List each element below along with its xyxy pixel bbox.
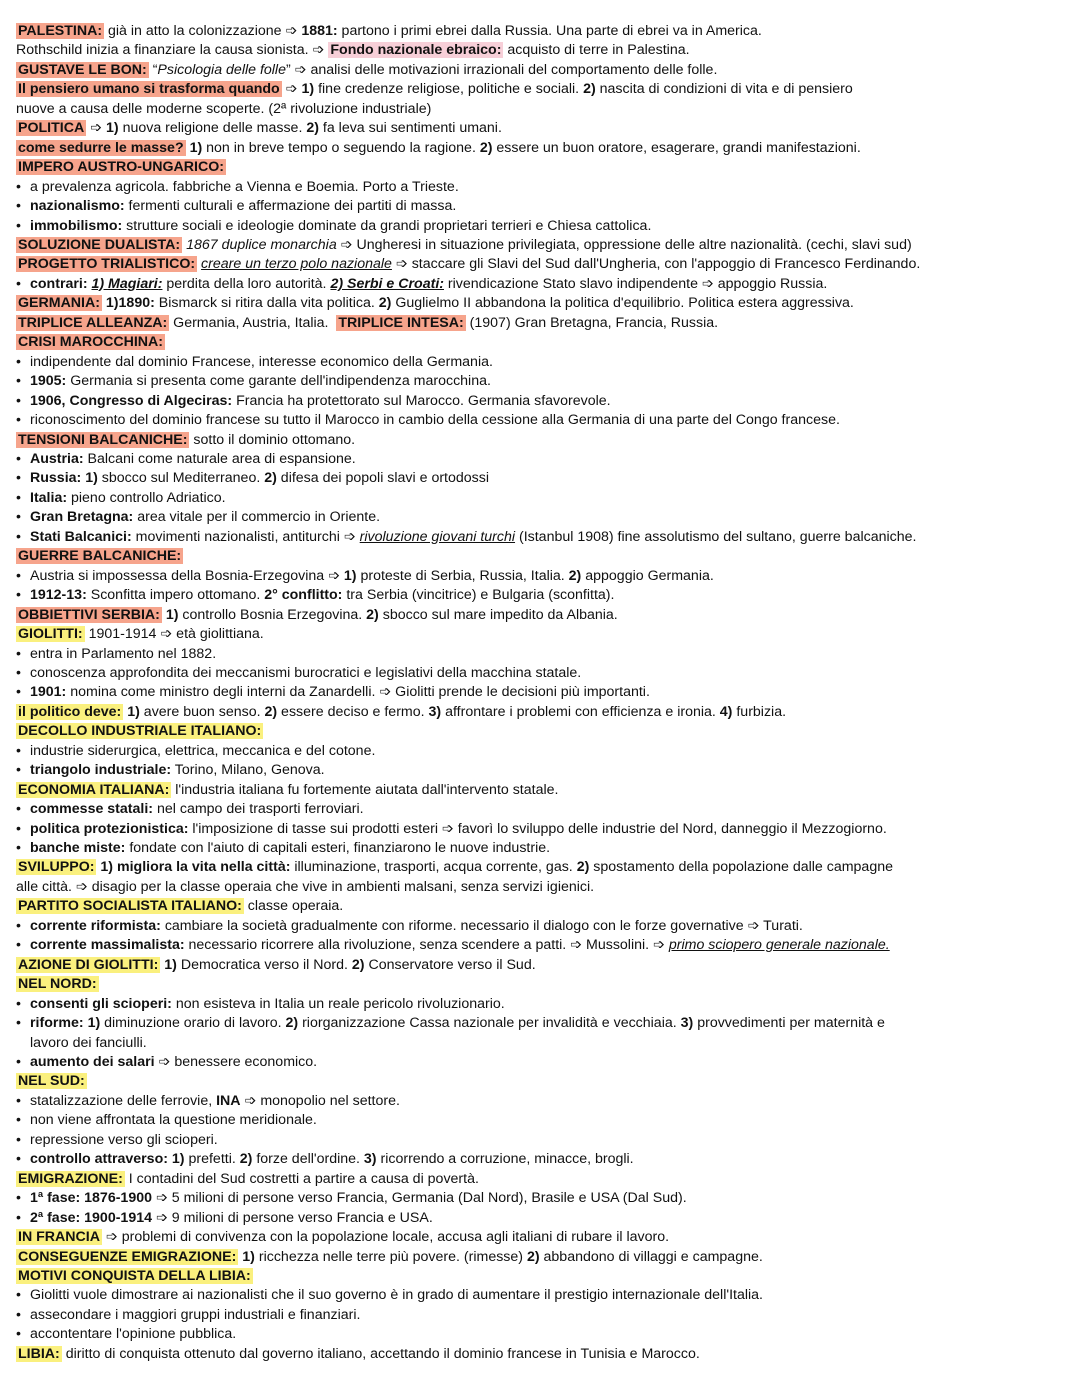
bold-term: 2) [351, 956, 365, 973]
line-text: l'industria italiana fu fortemente aiutata dall'intervento statale. [171, 781, 559, 798]
line-text: Conservatore verso il Sud. [364, 956, 536, 973]
line-text: forze dell'ordine. [252, 1151, 364, 1168]
bold-term: 2) [239, 1151, 253, 1168]
line-text: ricchezza nelle terre più povere. (rimesse) [254, 1248, 527, 1265]
line-text: ➩ benessere economico. [154, 1054, 318, 1071]
section-heading: GUSTAVE LE BON: [18, 61, 147, 78]
section-heading: PALESTINA: [18, 23, 103, 39]
bullet-icon: • [16, 820, 21, 837]
line-text: nuove a causa delle moderne scoperte. (2ª rivoluzione industriale) [16, 100, 432, 117]
section-heading: Il pensiero umano si trasforma quando [18, 81, 280, 98]
bold-term: 1) [189, 139, 203, 156]
line-text: Germania, Austria, Italia. [169, 314, 337, 331]
note-line [16, 820, 1062, 839]
bullet-icon: • [16, 373, 21, 390]
section-heading: DECOLLO INDUSTRIALE ITALIANO: [18, 723, 262, 740]
line-text: I contadini del Sud costretti a partire a causa di povertà. [124, 1170, 479, 1187]
bullet-icon: • [16, 528, 21, 545]
note-line [16, 178, 1062, 197]
note-line [16, 1189, 1062, 1208]
line-text: essere deciso e fermo. [277, 703, 429, 720]
bullet-icon: • [16, 1054, 21, 1071]
line-text: Torino, Milano, Genova. [171, 762, 325, 779]
note-line [16, 450, 1062, 469]
note-line [16, 995, 1062, 1014]
note-line [16, 80, 1062, 99]
bullet-icon: • [16, 1112, 21, 1129]
bold-term: 1) [165, 606, 179, 623]
line-text: prefetti. [184, 1151, 240, 1168]
note-line [16, 353, 1062, 372]
section-heading: PARTITO SOCIALISTA ITALIANO: [18, 898, 242, 915]
note-line [16, 1248, 1062, 1267]
note-line [16, 1150, 1062, 1169]
note-line [16, 469, 1062, 488]
note-line [16, 703, 1062, 722]
section-heading: CONSEGUENZE EMIGRAZIONE: [18, 1248, 237, 1265]
section-heading: GUERRE BALCANICHE: [18, 548, 182, 565]
bold-term: INA [216, 1092, 241, 1109]
bullet-icon: • [16, 1306, 21, 1323]
bold-term: Russia: [30, 470, 82, 487]
line-text: controllo Bosnia Erzegovina. [178, 606, 367, 623]
bold-term: 2) [378, 295, 392, 312]
bullet-icon: • [16, 275, 21, 292]
note-line [16, 1092, 1062, 1111]
line-text: illuminazione, trasporti, acqua corrente, gas. [290, 859, 577, 876]
note-line [16, 1209, 1062, 1228]
line-text: Balcani come naturale area di espansione. [83, 450, 356, 467]
bold-term: 1) migliora la vita nella città: [100, 859, 291, 876]
section-heading: TRIPLICE INTESA: [338, 314, 464, 331]
note-line [16, 975, 1062, 994]
bold-term: 1ª fase: 1876-1900 [30, 1190, 152, 1207]
line-text: riconoscimento del dominio francese su tutto il Marocco in cambio della cessione alla Germania di una parte del Congo francese. [30, 412, 840, 429]
note-line [16, 314, 1062, 333]
bold-term: 1) [164, 956, 177, 973]
bold-term: Stati Balcanici: [30, 528, 132, 545]
bold-term: 2) [479, 139, 493, 156]
note-line [16, 236, 1062, 255]
bold-term: 1901: [30, 684, 67, 701]
line-text: sbocco sul Mediterraneo. [97, 470, 265, 487]
note-line [16, 606, 1062, 625]
line-text: Bismarck si ritira dalla vita politica. [154, 295, 379, 312]
bullet-icon: • [16, 1092, 21, 1109]
section-heading: LIBIA: [18, 1345, 60, 1362]
bullet-icon: • [16, 489, 21, 506]
section-heading: GIOLITTI: [18, 626, 83, 643]
line-text: ➩ staccare gli Slavi del Sud dall'Ungheria, con l'appoggio di Francesco Ferdinando. [391, 256, 921, 273]
note-line [16, 100, 1062, 119]
section-heading: NEL SUD: [18, 1073, 85, 1090]
section-heading: ECONOMIA ITALIANA: [18, 781, 170, 798]
note-line [16, 508, 1062, 527]
line-text: furbizia. [732, 703, 787, 720]
bullet-icon: • [16, 450, 21, 467]
bold-term: aumento dei salari [30, 1054, 155, 1071]
bold-term: 1) [171, 1151, 185, 1168]
line-text: “ [148, 61, 158, 78]
line-text: primo sciopero generale nazionale. [668, 937, 890, 954]
note-line [16, 781, 1062, 800]
note-line [16, 722, 1062, 741]
line-text: non esisteva in Italia un reale pericolo rivoluzionario. [171, 995, 505, 1012]
line-text: ricorrendo a corruzione, minacce, brogli. [376, 1151, 634, 1168]
bold-term: commesse statali: [30, 801, 154, 818]
note-line [16, 800, 1062, 819]
bold-term: 1) Magiari: [91, 275, 163, 292]
note-line [16, 1072, 1062, 1091]
bold-term: Gran Bretagna: [30, 509, 134, 526]
note-line [16, 333, 1062, 352]
line-text: sotto il dominio ottomano. [189, 431, 356, 448]
line-text: movimenti nazionalisti, antiturchi ➩ [131, 528, 360, 545]
bold-term: 2) [583, 81, 596, 98]
note-line [16, 1345, 1062, 1364]
bold-term: politica protezionistica: [30, 820, 189, 837]
note-line [16, 839, 1062, 858]
line-text: area vitale per il commercio in Oriente. [133, 509, 381, 526]
section-heading: TENSIONI BALCANICHE: [18, 431, 188, 448]
bold-term: Italia: [30, 489, 68, 506]
bold-term: 2) [285, 1015, 299, 1032]
bold-term: 1) [85, 470, 98, 487]
section-heading: SOLUZIONE DUALISTA: [18, 236, 181, 253]
line-text: strutture sociali e ideologie dominate da grandi proprietari terrieri e Chiesa cattolica. [122, 217, 652, 234]
note-line [16, 625, 1062, 644]
bullet-icon: • [16, 470, 21, 487]
line-text: pieno controllo Adriatico. [67, 489, 226, 506]
note-line [16, 664, 1062, 683]
line-text: indipendente dal dominio Francese, interesse economico della Germania. [30, 353, 493, 370]
note-line [16, 761, 1062, 780]
note-line [16, 197, 1062, 216]
note-line [16, 1286, 1062, 1305]
line-text: (1907) Gran Bretagna, Francia, Russia. [465, 314, 719, 331]
note-line [16, 1306, 1062, 1325]
line-text: Democratica verso il Nord. [176, 956, 352, 973]
bullet-icon: • [16, 995, 21, 1012]
note-line [16, 1131, 1062, 1150]
line-text: abbandono di villaggi e campagne. [539, 1248, 763, 1265]
line-text: industrie siderurgica, elettrica, meccanica e del cotone. [30, 742, 376, 759]
line-text: sbocco sul mare impedito da Albania. [378, 606, 618, 623]
note-line [16, 61, 1062, 80]
note-line [16, 119, 1062, 138]
note-line [16, 878, 1062, 897]
bullet-icon: • [16, 917, 21, 934]
line-text: avere buon senso. [139, 703, 265, 720]
line-text: fondate con l'aiuto di capitali esteri, finanziarono le nuove industrie. [125, 840, 551, 857]
line-text: nascita di condizioni di vita e di pensiero [595, 81, 853, 98]
note-line [16, 217, 1062, 236]
bold-term: 2ª fase: 1900-1914 [30, 1209, 152, 1226]
bullet-icon: • [16, 1326, 21, 1343]
line-text: 1901-1914 ➩ età giolittiana. [84, 626, 264, 643]
bold-term: 2° conflitto: [264, 587, 343, 604]
bullet-icon: • [16, 840, 21, 857]
note-line [16, 1053, 1062, 1072]
section-heading: IMPERO AUSTRO-UNGARICO: [18, 159, 224, 176]
bold-term: 1) [301, 81, 315, 98]
bold-term: 1) [343, 567, 357, 584]
note-line [16, 528, 1062, 547]
note-line [16, 489, 1062, 508]
bold-term: 2) [306, 120, 319, 137]
bullet-icon: • [16, 587, 21, 604]
bold-term: consenti gli scioperi: [30, 995, 172, 1012]
bold-term: 2) [568, 567, 582, 584]
note-line [16, 742, 1062, 761]
line-text: Francia ha protettorato sul Marocco. Germania sfavorevole. [232, 392, 611, 409]
line-text: ➩ Ungheresi in situazione privilegiata, oppressione delle altre nazionalità. (cechi, slavi sud) [336, 236, 912, 253]
line-text: diminuzione orario di lavoro. [100, 1015, 286, 1032]
bullet-icon: • [16, 198, 21, 215]
bold-term: contrari: [30, 275, 88, 292]
section-heading: NEL NORD: [18, 976, 97, 993]
line-text: Psicologia delle folle [157, 61, 286, 78]
bold-term: 3) [428, 703, 442, 720]
line-text: Sconfitta impero ottomano. [86, 587, 265, 604]
note-line [16, 41, 1062, 60]
line-text: nuova religione delle masse. [118, 120, 307, 137]
bullet-icon: • [16, 645, 21, 662]
bullet-icon: • [16, 762, 21, 779]
note-line [16, 683, 1062, 702]
bold-term: 1906, Congresso di Algeciras: [30, 392, 233, 409]
note-line [16, 294, 1062, 313]
line-text: difesa dei popoli slavi e ortodossi [276, 470, 490, 487]
section-heading: GERMANIA: [18, 295, 100, 312]
bold-term: controllo attraverso: [30, 1151, 168, 1168]
line-text: nel campo dei trasporti ferroviari. [153, 801, 364, 818]
bold-term: 2) [264, 470, 277, 487]
line-text: fermenti culturali e affermazione dei partiti di massa. [124, 198, 457, 215]
section-heading: Fondo nazionale ebraico: [330, 42, 502, 59]
line-text: accontentare l'opinione pubblica. [30, 1326, 237, 1343]
section-heading: MOTIVI CONQUISTA DELLA LIBIA: [18, 1268, 251, 1284]
section-heading: CRISI MAROCCHINA: [18, 334, 164, 351]
note-line [16, 586, 1062, 605]
line-text: diritto di conquista ottenuto dal governo italiano, accettando il dominio francese in Tunisia e Marocco. [61, 1345, 700, 1362]
line-text: non in breve tempo o seguendo la ragione. [202, 139, 480, 156]
note-line [16, 139, 1062, 158]
line-text: entra in Parlamento nel 1882. [30, 645, 217, 662]
bold-term: 1)1890: [105, 295, 155, 312]
line-text: spostamento della popolazione dalle campagne [589, 859, 893, 876]
line-text: necessario ricorrere alla rivoluzione, senza scendere a patti. ➩ Mussolini. ➩ [184, 937, 669, 954]
line-text: Giolitti vuole dimostrare ai nazionalisti che il suo governo è in grado di aumentare il prestigio internazionale dell'Italia. [30, 1287, 763, 1304]
line-text: ➩ 9 milioni di persone verso Francia e USA. [152, 1209, 433, 1226]
note-line [16, 158, 1062, 177]
bullet-icon: • [16, 392, 21, 409]
note-line [16, 22, 1062, 41]
line-text: affrontare i problemi con efficienza e ironia. [441, 703, 720, 720]
bold-term: corrente massimalista: [30, 937, 185, 954]
bullet-icon: • [16, 1131, 21, 1148]
note-line [16, 1170, 1062, 1189]
bold-term: 2) [366, 606, 379, 623]
bullet-icon: • [16, 937, 21, 954]
note-line [16, 392, 1062, 411]
bullet-icon: • [16, 1190, 21, 1207]
note-line [16, 1014, 1062, 1033]
line-text: (Istanbul 1908) fine assolutismo del sultano, guerre balcaniche. [515, 528, 917, 545]
bullet-icon: • [16, 178, 21, 195]
line-text: repressione verso gli scioperi. [30, 1131, 218, 1148]
section-heading: IN FRANCIA [18, 1229, 100, 1246]
line-text: Guglielmo II abbandona la politica d'equilibrio. Politica estera aggressiva. [391, 295, 854, 312]
bold-term: triangolo industriale: [30, 762, 172, 779]
bullet-icon: • [16, 1151, 21, 1168]
line-text: rivendicazione Stato slavo indipendente ➩ appoggio Russia. [443, 275, 828, 292]
line-text: proteste di Serbia, Russia, Italia. [356, 567, 569, 584]
bold-term: 4) [719, 703, 733, 720]
line-text: acquisto di terre in Palestina. [503, 42, 690, 59]
note-line [16, 411, 1062, 430]
note-line [16, 858, 1062, 877]
line-text: riorganizzazione Cassa nazionale per invalidità e vecchiaia. [298, 1015, 681, 1032]
bullet-icon: • [16, 801, 21, 818]
note-line [16, 275, 1062, 294]
line-text: creare un terzo polo nazionale [201, 256, 392, 273]
line-text: Germania si presenta come garante dell'indipendenza marocchina. [66, 373, 491, 390]
bold-term: 2) [526, 1248, 540, 1265]
bullet-icon: • [16, 684, 21, 701]
note-line [16, 956, 1062, 975]
line-text: ➩ [86, 120, 106, 137]
bullet-icon: • [16, 664, 21, 681]
bold-term: immobilismo: [30, 217, 123, 234]
bold-term: 1881: [301, 23, 338, 39]
bold-term: 1) [127, 703, 140, 720]
bullet-icon: • [16, 1209, 21, 1226]
bold-term: 3) [363, 1151, 377, 1168]
note-line [16, 917, 1062, 936]
section-heading: EMIGRAZIONE: [18, 1170, 123, 1187]
line-text: essere un buon oratore, esagerare, grandi manifestazioni. [492, 139, 861, 156]
line-text: ➩ monopolio nel settore. [240, 1092, 400, 1109]
note-line [16, 1267, 1062, 1286]
section-heading: SVILUPPO: [18, 859, 95, 876]
line-text: conoscenza approfondita dei meccanismi burocratici e legislativi della macchina statale. [30, 664, 582, 681]
line-text: a prevalenza agricola. fabbriche a Vienna e Boemia. Porto a Trieste. [30, 178, 459, 195]
bullet-icon: • [16, 509, 21, 526]
bold-term: 1) [242, 1248, 255, 1265]
bullet-icon: • [16, 567, 21, 584]
note-line [16, 1111, 1062, 1130]
note-line [16, 255, 1062, 274]
line-text: non viene affrontata la questione meridionale. [30, 1112, 317, 1129]
section-heading: OBBIETTIVI SERBIA: [18, 606, 160, 623]
section-heading: il politico deve: [18, 703, 122, 720]
line-text: già in atto la colonizzazione ➩ [104, 23, 302, 39]
bullet-icon: • [16, 412, 21, 429]
line-text: alle città. ➩ disagio per la classe operaia che vive in ambienti malsani, senza servizi igienici. [16, 878, 595, 895]
bullet-icon: • [16, 1287, 21, 1304]
bold-term: banche miste: [30, 840, 126, 857]
note-line [16, 372, 1062, 391]
line-text: fine credenze religiose, politiche e sociali. [314, 81, 584, 98]
line-text: cambiare la società gradualmente con riforme. necessario il dialogo con le forze governative ➩ Turati. [160, 917, 803, 934]
note-line [16, 431, 1062, 450]
section-heading: POLITICA [18, 120, 85, 137]
line-text: l'imposizione di tasse sui prodotti esteri ➩ favorì lo sviluppo delle industrie del Nord, danneggio il Mezzogiorno. [188, 820, 887, 837]
bullet-icon: • [16, 217, 21, 234]
bold-term: 2) Serbi e Croati: [330, 275, 444, 292]
line-text: nomina come ministro degli interni da Zanardelli. ➩ Giolitti prende le decisioni più importanti. [66, 684, 650, 701]
note-line [16, 1228, 1062, 1247]
line-text: 1867 duplice monarchia [186, 236, 337, 253]
bold-term: 2) [264, 703, 278, 720]
line-text: perdita della loro autorità. [162, 275, 331, 292]
line-text: ” ➩ analisi delle motivazioni irrazionali del comportamento delle folle. [285, 61, 718, 78]
bold-term: 3) [680, 1015, 694, 1032]
section-heading: come sedurre le masse? [18, 139, 184, 156]
line-text: lavoro dei fanciulli. [30, 1034, 147, 1051]
bold-term: 1905: [30, 373, 67, 390]
bold-term: 1912-13: [30, 587, 87, 604]
line-text: fa leva sui sentimenti umani. [318, 120, 502, 137]
section-heading: PROGETTO TRIALISTICO: [18, 256, 196, 273]
note-line [16, 1325, 1062, 1344]
bold-term: 1) [87, 1015, 101, 1032]
line-text: appoggio Germania. [581, 567, 714, 584]
bold-term: 1) [106, 120, 119, 137]
bullet-icon: • [16, 742, 21, 759]
section-heading: TRIPLICE ALLEANZA: [18, 314, 168, 331]
line-text: statalizzazione delle ferrovie, [30, 1092, 217, 1109]
line-text: classe operaia. [243, 898, 344, 915]
note-line [16, 1034, 1062, 1053]
note-line [16, 547, 1062, 566]
bullet-icon: • [16, 353, 21, 370]
line-text: tra Serbia (vincitrice) e Bulgaria (sconfitta). [342, 587, 615, 604]
line-text: provvedimenti per maternità e [693, 1015, 885, 1032]
line-text: ➩ [281, 81, 302, 98]
line-text: ➩ problemi di convivenza con la popolazione locale, accusa agli italiani di rubare il lavoro. [101, 1229, 670, 1246]
note-line [16, 897, 1062, 916]
line-text: Rothschild inizia a finanziare la causa sionista. ➩ [16, 42, 329, 59]
bullet-icon: • [16, 1015, 21, 1032]
note-line [16, 645, 1062, 664]
bold-term: nazionalismo: [30, 198, 125, 215]
bold-term: Austria: [30, 450, 84, 467]
bold-term: riforme: [30, 1015, 84, 1032]
line-text: assecondare i maggiori gruppi industriali e finanziari. [30, 1306, 361, 1323]
note-line [16, 936, 1062, 955]
line-text: rivoluzione giovani turchi [359, 528, 516, 545]
line-text: Austria si impossessa della Bosnia-Erzegovina ➩ [30, 567, 344, 584]
note-line [16, 567, 1062, 586]
line-text: ➩ 5 milioni di persone verso Francia, Germania (Dal Nord), Brasile e USA (Dal Sud). [152, 1190, 687, 1207]
bold-term: 2) [576, 859, 590, 876]
bold-term: corrente riformista: [30, 917, 161, 934]
line-text: partono i primi ebrei dalla Russia. Una parte di ebrei va in America. [337, 23, 762, 39]
section-heading: AZIONE DI GIOLITTI: [18, 956, 159, 973]
